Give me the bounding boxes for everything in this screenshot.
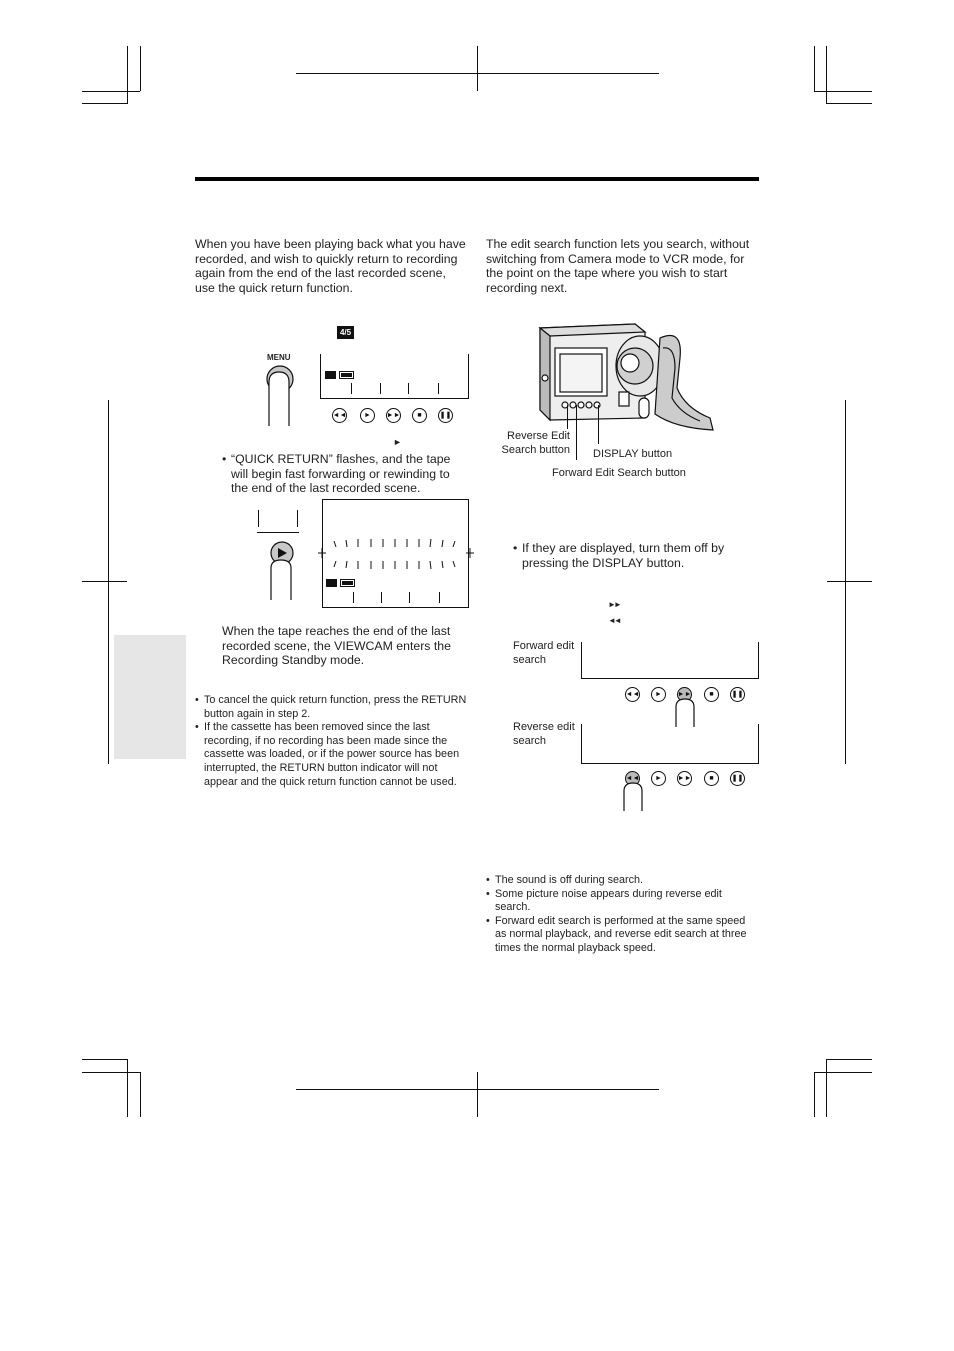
viewcam-camera-illustration xyxy=(535,318,720,438)
rew-glyph: ◄◄ xyxy=(608,616,620,625)
tape-fraction-icon: 4/5 xyxy=(337,326,354,339)
display-button-label: DISPLAY button xyxy=(593,448,673,460)
left-notes xyxy=(195,694,467,789)
pause-button[interactable]: ❚❚ xyxy=(438,408,453,423)
screen-battery-icon-2 xyxy=(340,579,355,587)
stop-button[interactable]: ■ xyxy=(412,408,427,423)
finger-press-play xyxy=(265,540,299,602)
stop-button[interactable]: ■ xyxy=(704,771,719,786)
fast-forward-button[interactable]: ►► xyxy=(677,771,692,786)
right-note: • The sound is off during search. xyxy=(486,874,644,886)
heading-rule xyxy=(195,177,759,181)
reverse-edit-search-button-label: Reverse Edit Search button xyxy=(501,430,570,456)
forward-search-label: Forward edit search xyxy=(513,640,575,666)
menu-button-label: MENU xyxy=(267,353,291,362)
display-bullet: • If they are displayed, turn them off by pressing the DISPLAY button. xyxy=(513,541,725,570)
return-indicator-frame xyxy=(258,510,298,527)
left-note: • If the cassette has been removed since the last recording, if no recording has been made since the cassette was loaded, or if the power source has been interrupted, the RETURN button indicator will not appear and the quick return function cannot be used. xyxy=(195,721,460,788)
quick-return-flash-marks xyxy=(316,535,476,580)
pause-button[interactable]: ❚❚ xyxy=(730,687,745,702)
screen-tape-icon-2 xyxy=(326,579,337,587)
screen-battery-icon-1 xyxy=(339,371,354,379)
right-note: • Some picture noise appears during reverse edit search. xyxy=(486,887,722,914)
play-button[interactable]: ► xyxy=(360,408,375,423)
ff-glyph: ►► xyxy=(608,600,620,609)
reverse-search-label: Reverse edit search xyxy=(513,721,575,747)
screen-tape-icon-1 xyxy=(325,371,336,379)
finger-press-reverse xyxy=(622,781,644,813)
intro-right: The edit search function lets you search, without switching from Camera mode to VCR mode, for the point on the tape where you wish to start recording next. xyxy=(486,237,750,295)
right-note: • Forward edit search is performed at the same speed as normal playback, and reverse edit search at three times the normal playback speed. xyxy=(486,914,747,954)
reverse-search-screen xyxy=(581,724,759,764)
rewind-button[interactable]: ◄◄ xyxy=(332,408,347,423)
standby-text: When the tape reaches the end of the last recorded scene, the VIEWCAM enters the Recording Standby mode. xyxy=(222,624,451,668)
fast-forward-button[interactable]: ►► xyxy=(386,408,401,423)
left-note: • To cancel the quick return function, press the RETURN button again in step 2. xyxy=(195,694,467,720)
rewind-button[interactable]: ◄◄ xyxy=(625,771,640,786)
pause-button[interactable]: ❚❚ xyxy=(730,771,745,786)
fast-forward-button[interactable]: ►► xyxy=(677,687,692,702)
intro-left: When you have been playing back what you have recorded, and wish to quickly return to recording again from the end of the last recorded scene, use the quick return function. xyxy=(195,237,466,295)
play-glyph: ► xyxy=(393,437,402,447)
quick-return-bullet: • “QUICK RETURN” flashes, and the tape will begin fast forwarding or rewinding to the end of the last recorded scene. xyxy=(222,452,451,496)
play-button[interactable]: ► xyxy=(651,687,666,702)
forward-edit-search-button-label: Forward Edit Search button xyxy=(552,467,686,479)
stop-button[interactable]: ■ xyxy=(704,687,719,702)
right-notes xyxy=(486,874,754,956)
rewind-button[interactable]: ◄◄ xyxy=(625,687,640,702)
forward-search-screen xyxy=(581,642,759,679)
finger-press-menu xyxy=(262,364,298,430)
play-button[interactable]: ► xyxy=(651,771,666,786)
section-side-tab xyxy=(114,635,186,759)
